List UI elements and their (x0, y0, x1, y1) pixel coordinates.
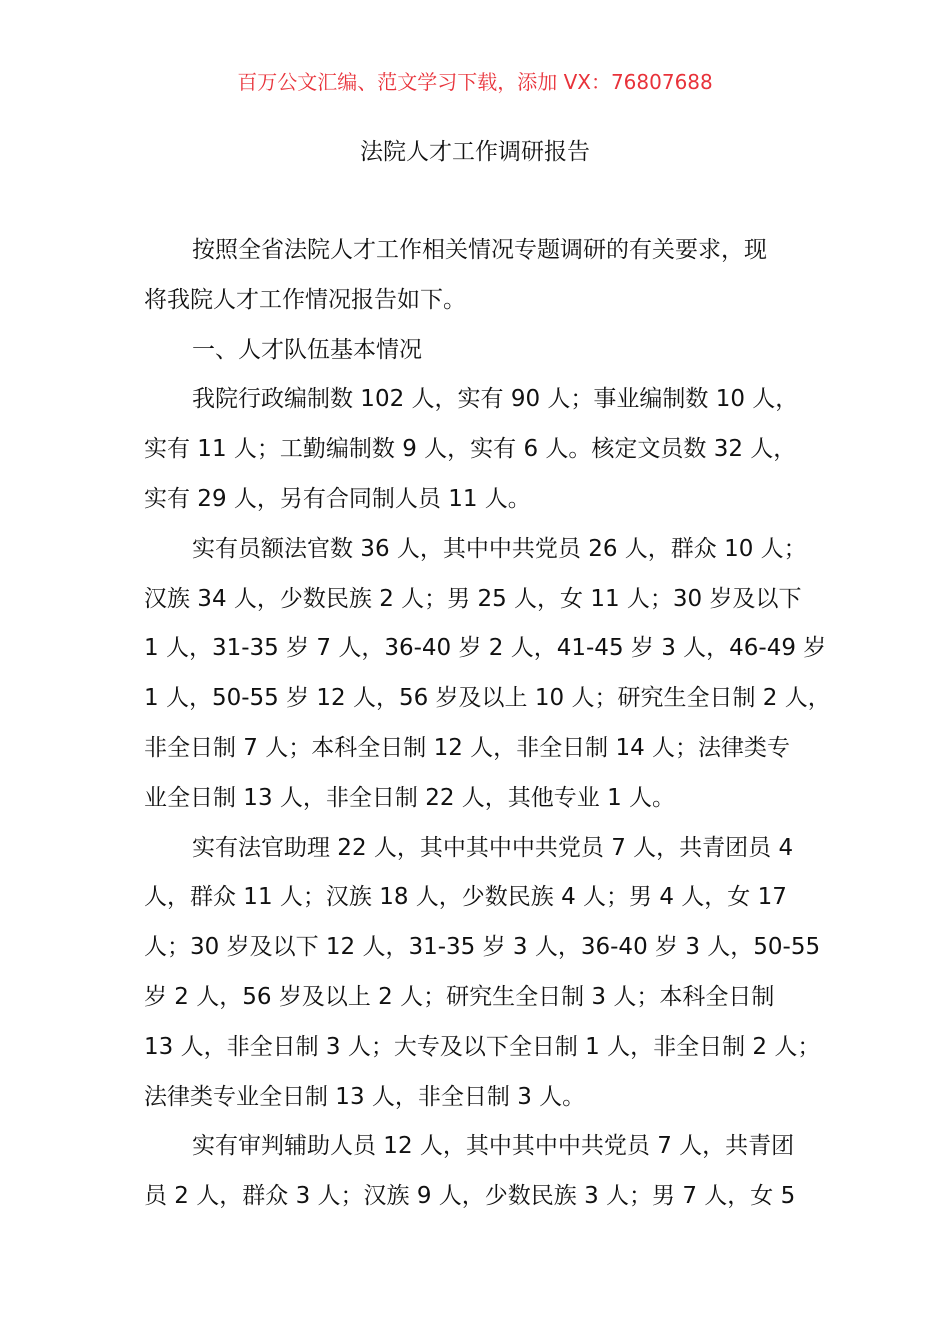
paragraph-line: 非全日制 7 人；本科全日制 12 人，非全日制 14 人；法律类专 (144, 735, 791, 761)
paragraph-line: 13 人，非全日制 3 人；大专及以下全日制 1 人，非全日制 2 人； (144, 1034, 821, 1060)
paragraph-line: 实有 11 人；工勤编制数 9 人，实有 6 人。核定文员数 32 人， (144, 436, 797, 462)
paragraph-line: 汉族 34 人，少数民族 2 人；男 25 人，女 11 人；30 岁及以下 (144, 586, 802, 612)
paragraph-line: 人；30 岁及以下 12 人，31-35 岁 3 人，36-40 岁 3 人，50-55 (144, 934, 821, 960)
paragraph-line: 我院行政编制数 102 人，实有 90 人；事业编制数 10 人， (192, 386, 799, 412)
paragraph-line: 实有审判辅助人员 12 人，其中其中中共党员 7 人，共青团 (192, 1133, 795, 1159)
paragraph-line: 实有员额法官数 36 人，其中中共党员 26 人，群众 10 人； (192, 536, 807, 562)
paragraph-line: 1 人，50-55 岁 12 人，56 岁及以上 10 人；研究生全日制 2 人， (144, 685, 831, 711)
paragraph-line: 实有法官助理 22 人，其中其中中共党员 7 人，共青团员 4 (192, 835, 794, 861)
paragraph-line: 实有 29 人，另有合同制人员 11 人。 (144, 486, 531, 512)
paragraph-line: 按照全省法院人才工作相关情况专题调研的有关要求，现 (192, 237, 767, 263)
paragraph-line: 法律类专业全日制 13 人，非全日制 3 人。 (144, 1084, 586, 1110)
paragraph-line: 人，群众 11 人；汉族 18 人，少数民族 4 人；男 4 人，女 17 (144, 884, 787, 910)
paragraph-line: 业全日制 13 人，非全日制 22 人，其他专业 1 人。 (144, 785, 676, 811)
paragraph-line: 岁 2 人，56 岁及以上 2 人；研究生全日制 3 人；本科全日制 (144, 984, 775, 1010)
paragraph-line: 员 2 人，群众 3 人；汉族 9 人，少数民族 3 人；男 7 人，女 5 (144, 1183, 796, 1209)
header-watermark: 百万公文汇编、范文学习下载，添加 VX：76807688 (237, 70, 713, 94)
paragraph-line: 1 人，31-35 岁 7 人，36-40 岁 2 人，41-45 岁 3 人，46-49 岁 (144, 635, 827, 661)
section-heading: 一、人才队伍基本情况 (192, 337, 422, 363)
paragraph-line: 将我院人才工作情况报告如下。 (144, 287, 466, 313)
document-title: 法院人才工作调研报告 (360, 139, 590, 165)
